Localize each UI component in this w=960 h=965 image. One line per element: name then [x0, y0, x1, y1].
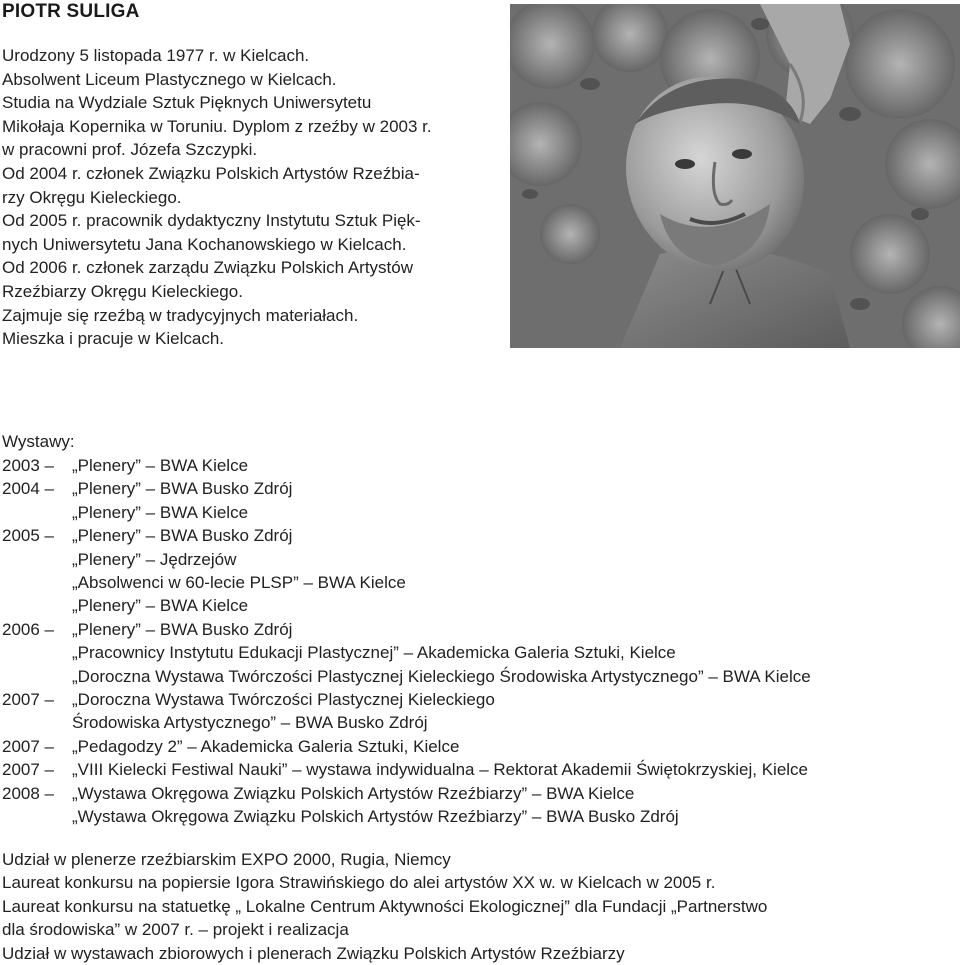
exhibition-year: 2004 –	[2, 479, 54, 499]
exhibition-title: „Plenery” – BWA Busko Zdrój	[72, 619, 293, 639]
bio-line: rzy Okręgu Kieleckiego.	[2, 187, 182, 207]
bio-line: Rzeźbiarzy Okręgu Kieleckiego.	[2, 281, 243, 301]
exhibition-year	[2, 665, 72, 688]
exhibition-year	[2, 571, 72, 594]
exhibition-row	[2, 548, 952, 571]
exhibition-year: 2006 –	[2, 619, 54, 639]
achievement-line: Laureat konkursu na popiersie Igora Strawińskiego do alei artystów XX w. w Kielcach w 2005 r.	[2, 873, 716, 893]
exhibition-row	[2, 758, 952, 781]
achievement-line: Udział w plenerze rzeźbiarskim EXPO 2000, Rugia, Niemcy	[2, 850, 451, 869]
exhibition-title: „Wystawa Okręgowa Związku Polskich Artystów Rzeźbiarzy” – BWA Kielce	[72, 783, 635, 803]
exhibition-title: „Pedagodzy 2” – Akademicka Galeria Sztuki, Kielce	[72, 736, 460, 756]
exhibition-year	[2, 641, 72, 664]
bio-line: Mieszka i pracuje w Kielcach.	[2, 329, 225, 349]
achievement-line: Laureat konkursu na statuetkę „ Lokalne Centrum Aktywności Ekologicznej” dla Fundacji „Partnerstwo	[2, 896, 768, 916]
exhibition-year: 2005 –	[2, 526, 54, 546]
exhibition-year	[2, 594, 72, 617]
bio-line: w pracowni prof. Józefa Szczypki.	[2, 140, 258, 160]
bio-line: Absolwent Liceum Plastycznego w Kielcach.	[2, 69, 337, 89]
bio-line: Zajmuje się rzeźbą w tradycyjnych materiałach.	[2, 305, 359, 325]
exhibition-title: „Pracownicy Instytutu Edukacji Plastycznej” – Akademicka Galeria Sztuki, Kielce	[72, 643, 676, 663]
exhibition-title: „VIII Kielecki Festiwal Nauki” – wystawa indywidualna – Rektorat Akademii Świętokrzyskiej, Kielce	[72, 760, 809, 780]
exhibition-year	[2, 711, 72, 734]
bio-line: Od 2004 r. członek Związku Polskich Artystów Rzeźbia-	[2, 163, 420, 183]
exhibition-year	[2, 548, 72, 571]
exhibition-row	[2, 665, 952, 688]
exhibition-row	[2, 594, 952, 617]
exhibition-title: „Absolwenci w 60-lecie PLSP” – BWA Kielce	[72, 573, 406, 593]
exhibition-title: „Doroczna Wystawa Twórczości Plastycznej Kieleckiego Środowiska Artystycznego” – BWA Kielce	[72, 666, 811, 686]
exhibition-year	[2, 501, 72, 524]
bio-line: Od 2006 r. członek zarządu Związku Polskich Artystów	[2, 258, 414, 278]
exhibition-row	[2, 641, 952, 664]
exhibition-year: 2007 –	[2, 736, 54, 756]
exhibition-row	[2, 688, 952, 711]
exhibition-year	[2, 805, 72, 828]
exhibition-row	[2, 571, 952, 594]
exhibition-title: „Plenery” – BWA Kielce	[72, 596, 249, 616]
portrait-photo	[510, 4, 960, 348]
exhibition-title: „Doroczna Wystawa Twórczości Plastycznej Kieleckiego	[72, 690, 495, 710]
achievement-line: dla środowiska” w 2007 r. – projekt i realizacja	[2, 920, 349, 940]
exhibition-row	[2, 501, 952, 524]
bio-line: Urodzony 5 listopada 1977 r. w Kielcach.	[2, 46, 310, 65]
exhibitions-heading: Wystawy:	[2, 432, 75, 451]
exhibition-title: „Wystawa Okręgowa Związku Polskich Artystów Rzeźbiarzy” – BWA Busko Zdrój	[72, 807, 679, 827]
exhibition-row	[2, 454, 952, 477]
exhibition-year: 2008 –	[2, 783, 54, 803]
exhibition-title: „Plenery” – Jędrzejów	[72, 549, 237, 569]
exhibition-row	[2, 735, 952, 758]
exhibition-row	[2, 805, 952, 828]
achievements	[2, 848, 952, 965]
exhibitions-list	[2, 454, 952, 829]
exhibition-title: „Plenery” – BWA Kielce	[72, 456, 249, 475]
bio-line: Mikołaja Kopernika w Toruniu. Dyplom z rzeźby w 2003 r.	[2, 116, 432, 136]
exhibition-title: „Plenery” – BWA Busko Zdrój	[72, 526, 293, 546]
exhibition-row	[2, 711, 952, 734]
bio-line: Od 2005 r. pracownik dydaktyczny Instytutu Sztuk Pięk-	[2, 211, 421, 231]
exhibition-title: „Plenery” – BWA Busko Zdrój	[72, 479, 293, 499]
exhibition-year: 2007 –	[2, 760, 54, 780]
biography	[2, 44, 502, 351]
exhibition-row	[2, 782, 952, 805]
exhibition-row	[2, 618, 952, 641]
achievement-line: Udział w wystawach zbiorowych i plenerach Związku Polskich Artystów Rzeźbiarzy	[2, 943, 625, 963]
bio-line: Studia na Wydziale Sztuk Pięknych Uniwersytetu	[2, 93, 372, 113]
exhibition-row	[2, 477, 952, 500]
exhibition-year: 2007 –	[2, 690, 54, 710]
exhibition-title: „Plenery” – BWA Kielce	[72, 502, 249, 522]
bio-line: nych Uniwersytetu Jana Kochanowskiego w Kielcach.	[2, 234, 407, 254]
exhibition-row	[2, 524, 952, 547]
exhibition-year: 2003 –	[2, 456, 54, 475]
exhibition-title: Środowiska Artystycznego” – BWA Busko Zdrój	[72, 713, 428, 733]
page-title: PIOTR SULIGA	[2, 1, 140, 22]
